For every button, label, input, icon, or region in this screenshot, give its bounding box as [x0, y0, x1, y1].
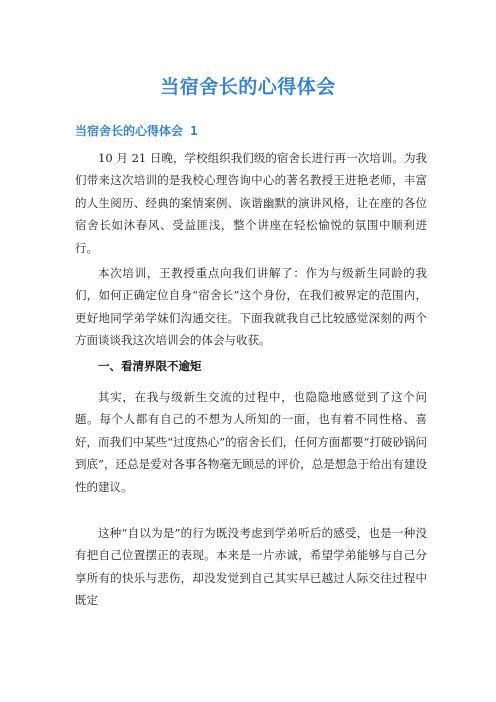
- paragraph-3: 其实，在我与级新生交流的过程中，也隐隐地感觉到了这个问题。每个人都有自己的不想为人所知的一面，也有着不同性格、喜好，而我们中某些“过度热心”的宿舍长们，任何方面都要“打破砂锅问到底”，还总是爱对各事各物毫无顾忌的评价，总是想急于给出有建设性的建议。: [75, 390, 427, 494]
- paragraph-2: 本次培训，王教授重点向我们讲解了：作为与级新生同龄的我们，如何正确定位自身“宿舍长”这个身份，在我们被界定的范围内，更好地同学弟学妹们沟通交往。下面我就我自己比较感觉深刻的两个方面谈谈我这次培训会的体会与收获。: [75, 266, 427, 348]
- section-heading: 一、看清界限不逾矩: [98, 359, 202, 373]
- paragraph-1: 10 月 21 日晚，学校组织我们级的宿舍长进行再一次培训。为我们带来这次培训的是我校心理咨询中心的著名教授王进艳老师，丰富的人生阅历、经典的案情案例、诙谐幽默的演讲风格，让在座的各位宿舍长如沐春风、受益匪浅，整个讲座在轻松愉悦的氛围中顺利进行。: [75, 151, 427, 255]
- paragraph-4: 这种“自以为是”的行为既没考虑到学弟听后的感受，也是一种没有把自己位置摆正的表现。本来是一片赤诚，希望学弟能够与自己分享所有的快乐与悲伤，却没发觉到自己其实早已越过人际交往过程中既定: [75, 526, 427, 608]
- document-title: 当宿舍长的心得体会: [160, 76, 336, 98]
- document-subtitle: 当宿舍长的心得体会 1: [75, 124, 198, 138]
